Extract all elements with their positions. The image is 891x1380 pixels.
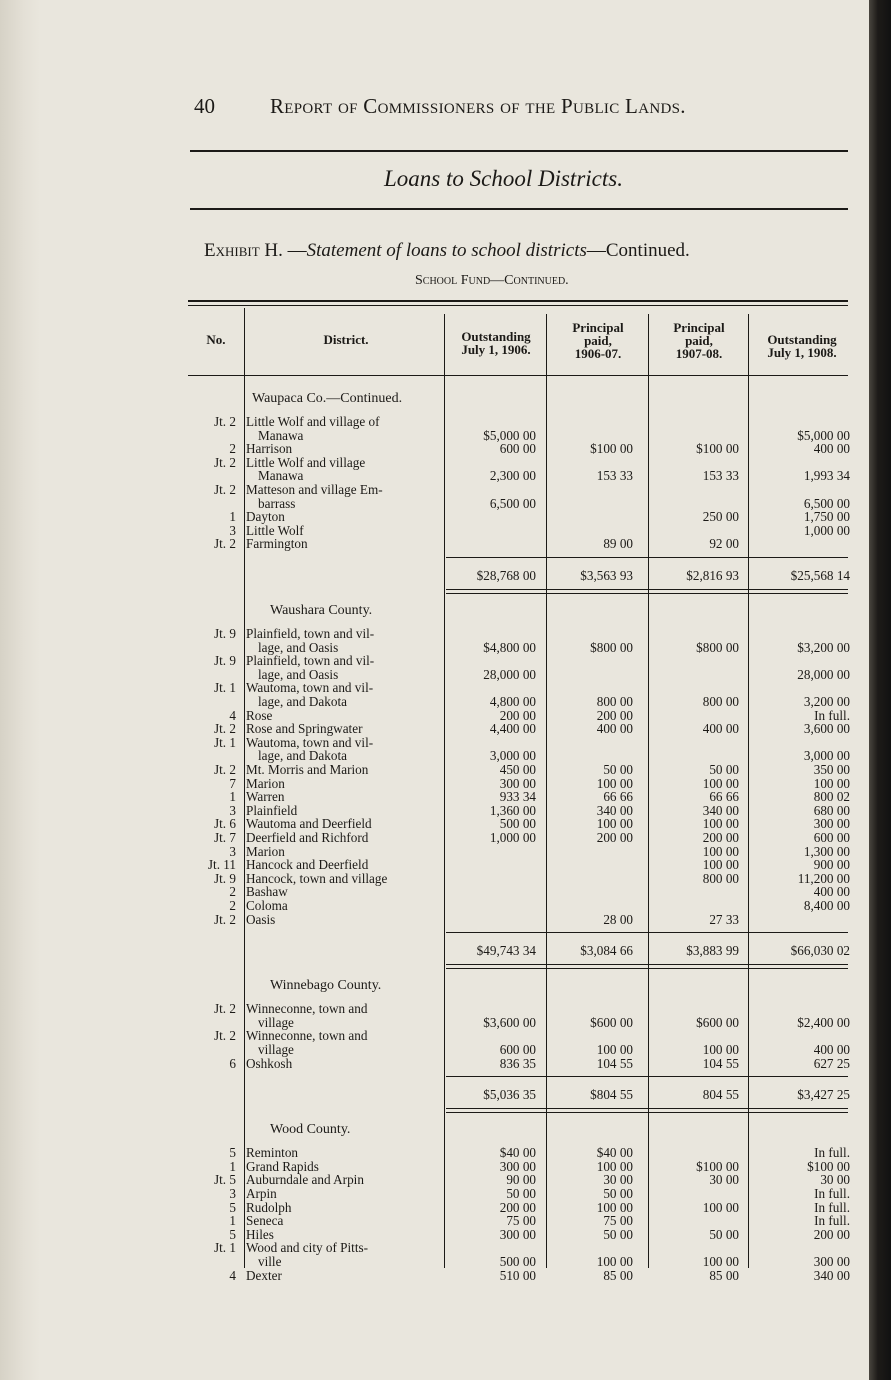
principal-1906-07: 100 00 bbox=[596, 775, 633, 791]
outstanding-1906: 933 34 bbox=[499, 789, 536, 805]
header-b-line: paid, bbox=[584, 333, 612, 348]
outstanding-1906: 300 00 bbox=[499, 1226, 536, 1242]
table-row bbox=[0, 415, 891, 442]
table-row bbox=[0, 763, 891, 777]
row-number: 3 bbox=[229, 522, 236, 538]
district-name: village bbox=[258, 1014, 294, 1030]
district-name: Mt. Morris and Marion bbox=[246, 762, 369, 777]
total-double-rule bbox=[446, 968, 848, 969]
table-row bbox=[0, 1057, 891, 1071]
table-row bbox=[0, 1187, 891, 1201]
table-row bbox=[0, 442, 891, 456]
principal-1906-07: 100 00 bbox=[596, 816, 633, 832]
table-row bbox=[0, 872, 891, 886]
principal-1907-08: 85 00 bbox=[709, 1267, 739, 1283]
table-row bbox=[0, 709, 891, 723]
district-name: Bashaw bbox=[246, 884, 288, 900]
county-heading: Wood County. bbox=[270, 1122, 351, 1138]
table-row bbox=[0, 1160, 891, 1174]
total-outstanding-1908: $3,427 25 bbox=[797, 1087, 850, 1103]
outstanding-1906: 836 35 bbox=[499, 1055, 536, 1071]
district-name: Marion bbox=[246, 843, 285, 859]
outstanding-1906: 1,360 00 bbox=[489, 802, 536, 818]
district-name: Little Wolf bbox=[246, 522, 304, 538]
outstanding-1908: 1,993 34 bbox=[803, 468, 850, 484]
outstanding-1908: 400 00 bbox=[813, 884, 850, 900]
district-name: Manawa bbox=[258, 468, 304, 484]
district-name: Plainfield bbox=[246, 802, 298, 818]
exhibit-tail: —Continued. bbox=[586, 240, 690, 261]
principal-1906-07: 75 00 bbox=[603, 1213, 633, 1229]
total-principal-1906-07: $3,563 93 bbox=[580, 568, 633, 583]
principal-1906-07: 400 00 bbox=[596, 721, 633, 737]
principal-1906-07: $100 00 bbox=[590, 441, 633, 457]
table-row bbox=[0, 736, 891, 763]
district-name: Harrison bbox=[246, 441, 293, 457]
outstanding-1906: 50 00 bbox=[506, 1186, 536, 1201]
row-number: 2 bbox=[229, 441, 236, 457]
outstanding-1906: 1,000 00 bbox=[489, 830, 536, 845]
header-no: No. bbox=[206, 332, 226, 347]
outstanding-1906: $40 00 bbox=[499, 1145, 536, 1161]
principal-1907-08: 800 00 bbox=[702, 693, 739, 709]
row-number: Jt. 5 bbox=[214, 1172, 236, 1188]
outstanding-1906: 28,000 00 bbox=[483, 666, 536, 682]
row-number: Jt. 9 bbox=[214, 870, 236, 886]
outstanding-1908: 200 00 bbox=[813, 1226, 850, 1242]
outstanding-1906: 500 00 bbox=[499, 816, 536, 832]
principal-1907-08: 50 00 bbox=[709, 762, 739, 777]
principal-1907-08: 100 00 bbox=[702, 843, 739, 859]
principal-1907-08: 250 00 bbox=[702, 509, 739, 525]
principal-1906-07: 89 00 bbox=[603, 536, 633, 552]
outstanding-1906: $5,000 00 bbox=[483, 427, 536, 443]
row-number: 5 bbox=[229, 1199, 236, 1215]
row-number: 3 bbox=[229, 1186, 236, 1201]
row-number: Jt. 2 bbox=[214, 482, 236, 497]
table-row bbox=[0, 804, 891, 818]
table-row bbox=[0, 845, 891, 859]
outstanding-1906: 4,400 00 bbox=[489, 721, 536, 737]
table-row bbox=[0, 1029, 891, 1056]
principal-1907-08: 100 00 bbox=[702, 816, 739, 832]
rule-top-2 bbox=[190, 208, 848, 210]
outstanding-1908: 3,200 00 bbox=[803, 693, 850, 709]
district-name: village bbox=[258, 1041, 294, 1057]
principal-1906-07: 30 00 bbox=[603, 1172, 633, 1188]
outstanding-1906: 450 00 bbox=[499, 762, 536, 777]
county-heading: Winnebago County. bbox=[270, 978, 382, 994]
outstanding-1908: 1,300 00 bbox=[803, 843, 850, 859]
table-row bbox=[0, 1173, 891, 1187]
row-number: Jt. 1 bbox=[214, 680, 236, 696]
district-name: Plainfield, town and vil- bbox=[246, 626, 375, 641]
total-principal-1907-08: $2,816 93 bbox=[686, 568, 739, 583]
principal-1907-08: 100 00 bbox=[702, 1041, 739, 1057]
row-number: 4 bbox=[229, 1267, 236, 1283]
outstanding-1908: 627 25 bbox=[813, 1055, 850, 1071]
principal-1906-07: 50 00 bbox=[603, 762, 633, 777]
principal-1906-07: 100 00 bbox=[596, 1199, 633, 1215]
header-outstanding-1908 bbox=[750, 333, 854, 359]
table-row bbox=[0, 1241, 891, 1268]
principal-1907-08: 100 00 bbox=[702, 1199, 739, 1215]
district-name: Rudolph bbox=[246, 1199, 292, 1215]
outstanding-1908: 1,750 00 bbox=[803, 509, 850, 525]
principal-1906-07: 66 66 bbox=[603, 789, 633, 805]
district-name: barrass bbox=[258, 495, 296, 511]
outstanding-1908: 900 00 bbox=[813, 857, 850, 873]
table-row bbox=[0, 1214, 891, 1228]
header-d-line: Outstanding bbox=[767, 332, 837, 347]
principal-1907-08: 200 00 bbox=[702, 830, 739, 845]
principal-1907-08: 50 00 bbox=[709, 1226, 739, 1242]
row-number: Jt. 2 bbox=[214, 911, 236, 927]
principal-1907-08: 340 00 bbox=[702, 802, 739, 818]
table-row bbox=[0, 722, 891, 736]
principal-1906-07: 28 00 bbox=[603, 911, 633, 927]
section-title: Loans to School Districts. bbox=[384, 166, 623, 191]
district-name: Hancock, town and village bbox=[246, 870, 388, 886]
outstanding-1908: In full. bbox=[814, 1145, 850, 1161]
row-number: 2 bbox=[229, 898, 236, 913]
district-name: Wood and city of Pitts- bbox=[246, 1240, 369, 1256]
table-row bbox=[0, 817, 891, 831]
principal-1907-08: $600 00 bbox=[696, 1014, 739, 1030]
total-double-rule bbox=[446, 964, 848, 965]
rule-top-1 bbox=[190, 150, 848, 152]
outstanding-1906: $4,800 00 bbox=[483, 639, 536, 655]
total-outstanding-1908: $25,568 14 bbox=[790, 568, 850, 583]
exhibit-italic: Statement of loans to school districts bbox=[306, 240, 587, 261]
district-name: Manawa bbox=[258, 427, 304, 443]
outstanding-1906: $3,600 00 bbox=[483, 1014, 536, 1030]
total-double-rule bbox=[446, 1108, 848, 1109]
row-number: 3 bbox=[229, 843, 236, 859]
principal-1906-07: 104 55 bbox=[596, 1055, 633, 1071]
total-rule bbox=[446, 932, 848, 933]
row-number: 5 bbox=[229, 1145, 236, 1161]
total-principal-1907-08: $3,883 99 bbox=[686, 943, 739, 959]
principal-1906-07: 200 00 bbox=[596, 707, 633, 723]
outstanding-1906: 200 00 bbox=[499, 707, 536, 723]
principal-1906-07: 200 00 bbox=[596, 830, 633, 845]
outstanding-1908: 1,000 00 bbox=[803, 522, 850, 538]
principal-1906-07: 85 00 bbox=[603, 1267, 633, 1283]
table-row bbox=[0, 483, 891, 510]
table-row bbox=[0, 831, 891, 845]
row-number: Jt. 11 bbox=[207, 857, 236, 873]
exhibit-dash: — bbox=[282, 240, 307, 261]
principal-1907-08: $100 00 bbox=[696, 1158, 739, 1174]
principal-1906-07: 100 00 bbox=[596, 1041, 633, 1057]
principal-1906-07: $40 00 bbox=[596, 1145, 633, 1161]
outstanding-1906: 3,000 00 bbox=[489, 748, 536, 764]
district-name: Marion bbox=[246, 775, 285, 791]
table-row bbox=[0, 537, 891, 551]
principal-1907-08: 27 33 bbox=[709, 911, 739, 927]
outstanding-1908: 300 00 bbox=[813, 1253, 850, 1269]
district-name: Winneconne, town and bbox=[246, 1028, 368, 1044]
header-c-line: paid, bbox=[685, 333, 713, 348]
district-name: Farmington bbox=[246, 536, 308, 552]
row-number: Jt. 7 bbox=[214, 830, 236, 845]
outstanding-1908: 11,200 00 bbox=[797, 870, 850, 886]
exhibit-heading bbox=[204, 240, 690, 262]
principal-1907-08: 30 00 bbox=[709, 1172, 739, 1188]
total-outstanding-1906: $5,036 35 bbox=[483, 1087, 536, 1103]
outstanding-1908: In full. bbox=[814, 1213, 850, 1229]
county-heading: Waupaca Co.—Continued. bbox=[252, 391, 403, 406]
outstanding-1908: 300 00 bbox=[813, 816, 850, 832]
header-c-line: 1907-08. bbox=[675, 346, 723, 361]
table-row bbox=[0, 1002, 891, 1029]
table-row bbox=[0, 858, 891, 872]
district-name: Winneconne, town and bbox=[246, 1001, 368, 1017]
outstanding-1906: 6,500 00 bbox=[489, 495, 536, 511]
total-outstanding-1908: $66,030 02 bbox=[790, 943, 850, 959]
row-number: 7 bbox=[229, 775, 236, 791]
principal-1906-07: 153 33 bbox=[596, 468, 633, 484]
principal-1907-08: 104 55 bbox=[702, 1055, 739, 1071]
outstanding-1906: 600 00 bbox=[499, 1041, 536, 1057]
row-number: Jt. 1 bbox=[214, 734, 236, 750]
row-number: Jt. 2 bbox=[214, 454, 236, 470]
outstanding-1908: $2,400 00 bbox=[797, 1014, 850, 1030]
header-principal-1906-07 bbox=[548, 321, 648, 360]
district-name: Wautoma, town and vil- bbox=[246, 734, 374, 750]
exhibit-label: Exhibit H. bbox=[204, 240, 283, 261]
outstanding-1908: In full. bbox=[814, 1186, 850, 1201]
principal-1907-08: 66 66 bbox=[709, 789, 739, 805]
outstanding-1908: 6,500 00 bbox=[803, 495, 850, 511]
district-name: Little Wolf and village bbox=[246, 454, 366, 470]
row-number: 4 bbox=[229, 707, 236, 723]
row-number: 2 bbox=[229, 884, 236, 900]
outstanding-1908: 400 00 bbox=[813, 1041, 850, 1057]
principal-1906-07: 800 00 bbox=[596, 693, 633, 709]
district-name: Dexter bbox=[246, 1267, 282, 1283]
outstanding-1906: 500 00 bbox=[499, 1253, 536, 1269]
row-number: Jt. 2 bbox=[214, 1028, 236, 1044]
district-name: lage, and Oasis bbox=[258, 639, 339, 655]
row-number: 1 bbox=[229, 1158, 236, 1174]
outstanding-1908: 30 00 bbox=[820, 1172, 850, 1188]
principal-1907-08: 800 00 bbox=[702, 870, 739, 886]
outstanding-1906: 300 00 bbox=[499, 1158, 536, 1174]
principal-1907-08: 400 00 bbox=[702, 721, 739, 737]
table-row bbox=[0, 899, 891, 913]
district-name: Reminton bbox=[246, 1145, 299, 1161]
header-a-line: July 1, 1906. bbox=[461, 342, 531, 357]
table-row bbox=[0, 885, 891, 899]
total-principal-1907-08: 804 55 bbox=[702, 1087, 739, 1103]
principal-1906-07: 340 00 bbox=[596, 802, 633, 818]
district-name: lage, and Oasis bbox=[258, 666, 339, 682]
table-row bbox=[0, 790, 891, 804]
principal-1907-08: 92 00 bbox=[709, 536, 739, 552]
table-row bbox=[0, 681, 891, 708]
outstanding-1908: 400 00 bbox=[813, 441, 850, 457]
header-d-line: July 1, 1908. bbox=[767, 345, 837, 360]
table-row bbox=[0, 913, 891, 927]
table-row bbox=[0, 1228, 891, 1242]
outstanding-1908: 350 00 bbox=[813, 762, 850, 777]
outstanding-1908: 600 00 bbox=[813, 830, 850, 845]
district-name: Coloma bbox=[246, 898, 288, 913]
district-name: Seneca bbox=[246, 1213, 284, 1229]
row-number: Jt. 1 bbox=[214, 1240, 236, 1256]
outstanding-1906: 600 00 bbox=[499, 441, 536, 457]
table-row bbox=[0, 456, 891, 483]
outstanding-1908: 28,000 00 bbox=[797, 666, 850, 682]
principal-1907-08: 153 33 bbox=[702, 468, 739, 484]
principal-1906-07: 50 00 bbox=[603, 1186, 633, 1201]
principal-1906-07: 100 00 bbox=[596, 1158, 633, 1174]
row-number: Jt. 2 bbox=[214, 414, 236, 429]
table-top-rule-2 bbox=[188, 305, 848, 306]
principal-1906-07: 100 00 bbox=[596, 1253, 633, 1269]
district-name: Grand Rapids bbox=[246, 1158, 319, 1174]
outstanding-1908: 3,000 00 bbox=[803, 748, 850, 764]
row-number: Jt. 2 bbox=[214, 762, 236, 777]
header-outstanding-1906 bbox=[446, 330, 546, 356]
outstanding-1908: $5,000 00 bbox=[797, 427, 850, 443]
outstanding-1908: 680 00 bbox=[813, 802, 850, 818]
header-a-line: Outstanding bbox=[461, 329, 531, 344]
outstanding-1908: 800 02 bbox=[813, 789, 850, 805]
row-number: Jt. 2 bbox=[214, 536, 236, 552]
outstanding-1908: $3,200 00 bbox=[797, 639, 850, 655]
outstanding-1908: 340 00 bbox=[813, 1267, 850, 1283]
table-row bbox=[0, 654, 891, 681]
fund-title: School Fund—Continued. bbox=[415, 273, 569, 288]
row-number: Jt. 9 bbox=[214, 626, 236, 641]
outstanding-1908: 8,400 00 bbox=[803, 898, 850, 913]
table-row bbox=[0, 1269, 891, 1283]
district-name: Warren bbox=[246, 789, 285, 805]
table-row bbox=[0, 524, 891, 538]
district-name: Plainfield, town and vil- bbox=[246, 653, 375, 669]
principal-1907-08: $100 00 bbox=[696, 441, 739, 457]
table-row bbox=[0, 777, 891, 791]
outstanding-1906: 200 00 bbox=[499, 1199, 536, 1215]
total-rule bbox=[446, 557, 848, 558]
row-number: 1 bbox=[229, 509, 236, 525]
principal-1906-07: $600 00 bbox=[590, 1014, 633, 1030]
district-name: ville bbox=[258, 1253, 282, 1269]
row-number: 1 bbox=[229, 789, 236, 805]
outstanding-1908: In full. bbox=[814, 707, 850, 723]
table-row bbox=[0, 1201, 891, 1215]
county-heading: Waushara County. bbox=[270, 603, 373, 618]
outstanding-1906: 2,300 00 bbox=[489, 468, 536, 484]
district-name: Matteson and village Em- bbox=[246, 482, 383, 497]
outstanding-1908: 100 00 bbox=[813, 775, 850, 791]
page-number: 40 bbox=[194, 94, 215, 118]
district-name: Hancock and Deerfield bbox=[246, 857, 369, 873]
table-row bbox=[0, 1146, 891, 1160]
header-c-line: Principal bbox=[673, 320, 725, 335]
outstanding-1908: In full. bbox=[814, 1199, 850, 1215]
outstanding-1906: 90 00 bbox=[506, 1172, 536, 1188]
district-name: Wautoma and Deerfield bbox=[246, 816, 372, 832]
row-number: Jt. 9 bbox=[214, 653, 236, 669]
outstanding-1908: 3,600 00 bbox=[803, 721, 850, 737]
table-row bbox=[0, 627, 891, 654]
row-number: 5 bbox=[229, 1226, 236, 1242]
district-name: Rose bbox=[246, 707, 273, 723]
table-top-rule-1 bbox=[188, 300, 848, 302]
header-b-line: Principal bbox=[572, 320, 624, 335]
outstanding-1906: 510 00 bbox=[499, 1267, 536, 1283]
row-number: Jt. 6 bbox=[214, 816, 236, 832]
principal-1906-07: 50 00 bbox=[603, 1226, 633, 1242]
district-name: Arpin bbox=[246, 1186, 277, 1201]
district-name: lage, and Dakota bbox=[258, 693, 347, 709]
principal-1907-08: $800 00 bbox=[696, 639, 739, 655]
header-b-line: 1906-07. bbox=[574, 346, 622, 361]
principal-1907-08: 100 00 bbox=[702, 1253, 739, 1269]
running-head: Report of Commissioners of the Public Lands. bbox=[270, 94, 686, 118]
principal-1907-08: 100 00 bbox=[702, 775, 739, 791]
total-principal-1906-07: $804 55 bbox=[590, 1087, 633, 1103]
total-rule bbox=[446, 1076, 848, 1077]
outstanding-1906: 4,800 00 bbox=[489, 693, 536, 709]
district-name: Wautoma, town and vil- bbox=[246, 680, 374, 696]
district-name: Rose and Springwater bbox=[246, 721, 363, 737]
district-name: Oshkosh bbox=[246, 1055, 293, 1071]
principal-1906-07: $800 00 bbox=[590, 639, 633, 655]
total-double-rule bbox=[446, 589, 848, 590]
total-double-rule bbox=[446, 593, 848, 594]
district-name: Dayton bbox=[246, 509, 285, 525]
outstanding-1906: 300 00 bbox=[499, 775, 536, 791]
header-principal-1907-08 bbox=[650, 321, 748, 360]
total-principal-1906-07: $3,084 66 bbox=[580, 943, 633, 959]
total-outstanding-1906: $28,768 00 bbox=[476, 568, 536, 583]
row-number: 6 bbox=[229, 1055, 236, 1071]
total-outstanding-1906: $49,743 34 bbox=[476, 943, 536, 959]
district-name: Hiles bbox=[246, 1226, 274, 1242]
table-row bbox=[0, 510, 891, 524]
district-name: Deerfield and Richford bbox=[246, 830, 369, 845]
district-name: lage, and Dakota bbox=[258, 748, 347, 764]
district-name: Little Wolf and village of bbox=[246, 414, 380, 429]
header-district: District. bbox=[323, 332, 369, 347]
row-number: Jt. 2 bbox=[214, 1001, 236, 1017]
outstanding-1908: $100 00 bbox=[807, 1158, 850, 1174]
row-number: 3 bbox=[229, 802, 236, 818]
principal-1907-08: 100 00 bbox=[702, 857, 739, 873]
total-double-rule bbox=[446, 1112, 848, 1113]
row-number: 1 bbox=[229, 1213, 236, 1229]
outstanding-1906: 75 00 bbox=[506, 1213, 536, 1229]
district-name: Oasis bbox=[246, 911, 276, 927]
row-number: Jt. 2 bbox=[214, 721, 236, 737]
district-name: Auburndale and Arpin bbox=[246, 1172, 364, 1188]
